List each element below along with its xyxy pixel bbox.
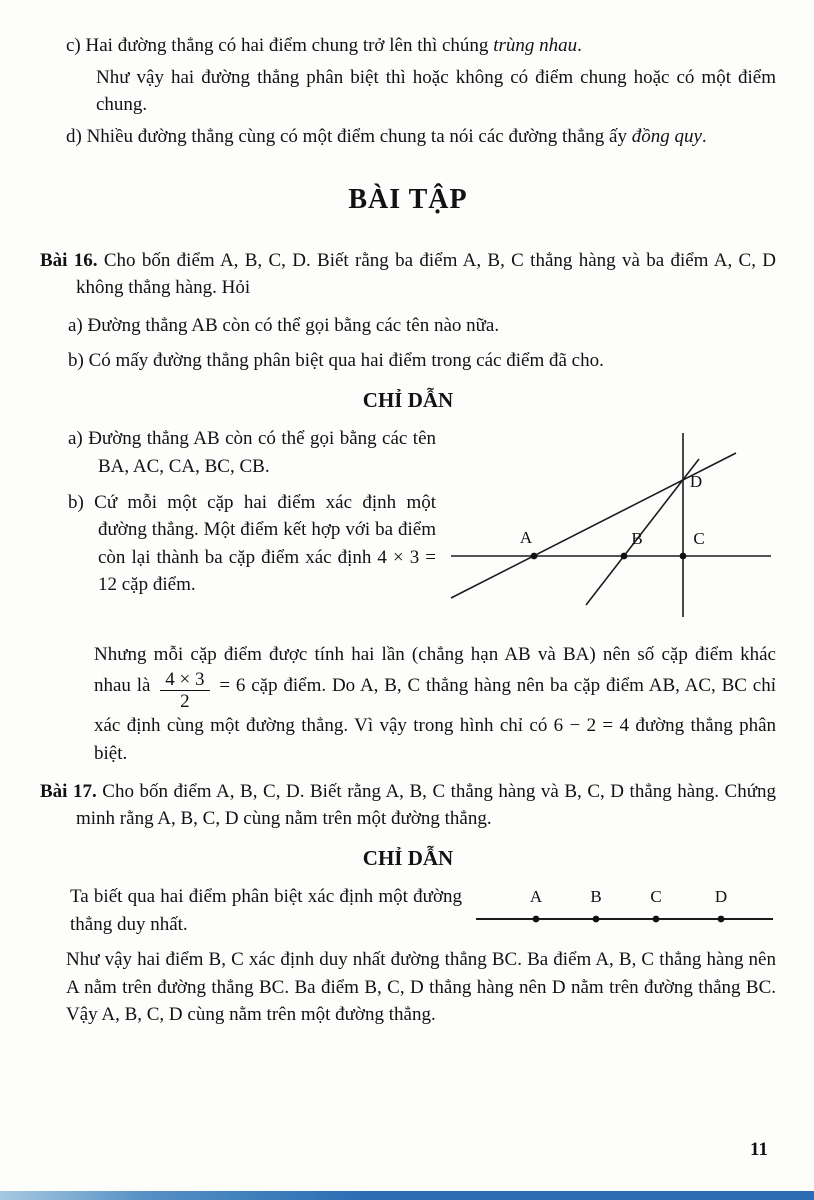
label-B: B: [590, 887, 602, 907]
bai16-item-a-text: Đường thẳng AB còn có thể gọi bằng các tên nào nữa.: [87, 314, 500, 336]
point-B: [593, 916, 600, 923]
intro-section: [66, 32, 776, 150]
label-A: A: [529, 887, 543, 907]
item-c-paragraph2: Như vậy hai đường thẳng phân biệt thì hoặc không có điểm chung hoặc có một điểm chung.: [96, 66, 776, 116]
bai16-item-b-text: Có mấy đường thẳng phân biệt qua hai điểm trong các điểm đã cho.: [88, 350, 604, 372]
bai16-guide-title: CHỈ DẪN: [362, 387, 454, 412]
bottom-decoration-bar: [0, 1191, 814, 1200]
fraction-numerator: 4 × 3: [160, 669, 209, 691]
label-B: B: [631, 529, 643, 549]
bai17-guide-title: CHỈ DẪN: [362, 845, 454, 870]
item-d-text: Nhiều đường thẳng cùng có một điểm chung ta nói các đường thẳng ấy: [86, 125, 632, 147]
item-c-marker: c): [66, 35, 81, 56]
bai16-guide-a-text: Đường thẳng AB còn có thể gọi bằng các tên BA, AC, CA, BC, CB.: [88, 428, 436, 477]
bai16-figure: [446, 425, 776, 637]
item-d: [66, 123, 776, 151]
label-D: D: [714, 887, 728, 907]
bai17-statement: [40, 778, 776, 833]
fraction-denominator: 2: [180, 691, 190, 713]
bai16-guide-a-marker: a): [68, 428, 83, 450]
item-d-marker: d): [66, 125, 82, 147]
section-title: BÀI TẬP: [348, 184, 468, 216]
fraction: [160, 669, 209, 713]
point-A: [531, 553, 538, 560]
point-C: [653, 916, 660, 923]
bai17-label: Bài 17.: [40, 780, 97, 802]
bai17-guide-body: Như vậy hai điểm B, C xác định duy nhất đường thẳng BC. Ba điểm A, B, C thẳng hàng nên A nằm trên đường thẳng BC. Ba điểm B, C, D thẳng hàng nên D nằm trên đường thẳng BC. Vậy A, B, C, D cùng nằm trên một đường thẳng.: [66, 949, 776, 1026]
calc-before: Nhưng mỗi cặp điểm được tính hai lần (chẳng hạn AB và BA) nên số cặp điểm khác nhau là: [94, 644, 776, 697]
bai16-item-b: [68, 347, 776, 375]
bai16-statement-text: Cho bốn điểm A, B, C, D. Biết rằng ba điểm A, B, C thẳng hàng và ba điểm A, C, D không thẳng hàng. Hỏi: [76, 249, 777, 299]
point-A: [533, 916, 540, 923]
bai16-item-b-marker: b): [68, 350, 84, 372]
bai16-item-a: [68, 312, 776, 340]
bai17-statement-text: Cho bốn điểm A, B, C, D. Biết rằng A, B, C thẳng hàng và B, C, D thẳng hàng. Chứng minh rằng A, B, C, D cùng nằm trên một đường thẳng.: [76, 780, 777, 830]
point-B: [621, 553, 628, 560]
point-D: [718, 916, 725, 923]
label-C: C: [693, 529, 705, 549]
item-c: [66, 32, 776, 60]
bai16-guide-calc: [94, 641, 776, 767]
point-C: [680, 553, 687, 560]
bai17-guide: [40, 883, 776, 1029]
label-A: A: [519, 528, 533, 548]
calc-after: = 6 cặp điểm. Do A, B, C thẳng hàng nên ba cặp điểm AB, AC, BC chỉ xác định cùng một đường thẳng. Vì vậy trong hình chỉ có 6 − 2 = 4 đường thẳng phân biệt.: [94, 675, 776, 765]
label-D: D: [689, 472, 703, 492]
item-c-italic: trùng nhau: [493, 35, 578, 56]
item-c-text: Hai đường thẳng có hai điểm chung trở lên thì chúng: [85, 35, 494, 56]
bai16-label: Bài 16.: [40, 249, 98, 271]
bai17-figure: [476, 885, 776, 939]
item-d-end: .: [701, 125, 707, 147]
bai16-guide-b-text: Cứ mỗi một cặp hai điểm xác định một đường thẳng. Một điểm kết hợp với ba điểm còn lại thành ba cặp điểm xác định 4 × 3 = 12 cặp điểm.: [94, 491, 436, 596]
bai16-guide: [40, 425, 776, 767]
item-c-end: .: [577, 35, 582, 56]
bai16-item-a-marker: a): [68, 314, 83, 336]
bai16-statement: [40, 247, 776, 302]
bai17-guide-intro: Ta biết qua hai điểm phân biệt xác định một đường thẳng duy nhất.: [70, 886, 462, 935]
page-number: 11: [750, 1139, 768, 1161]
bai16-guide-b-marker: b): [68, 491, 84, 513]
label-C: C: [650, 887, 662, 907]
item-d-italic: đồng quy: [631, 125, 702, 147]
